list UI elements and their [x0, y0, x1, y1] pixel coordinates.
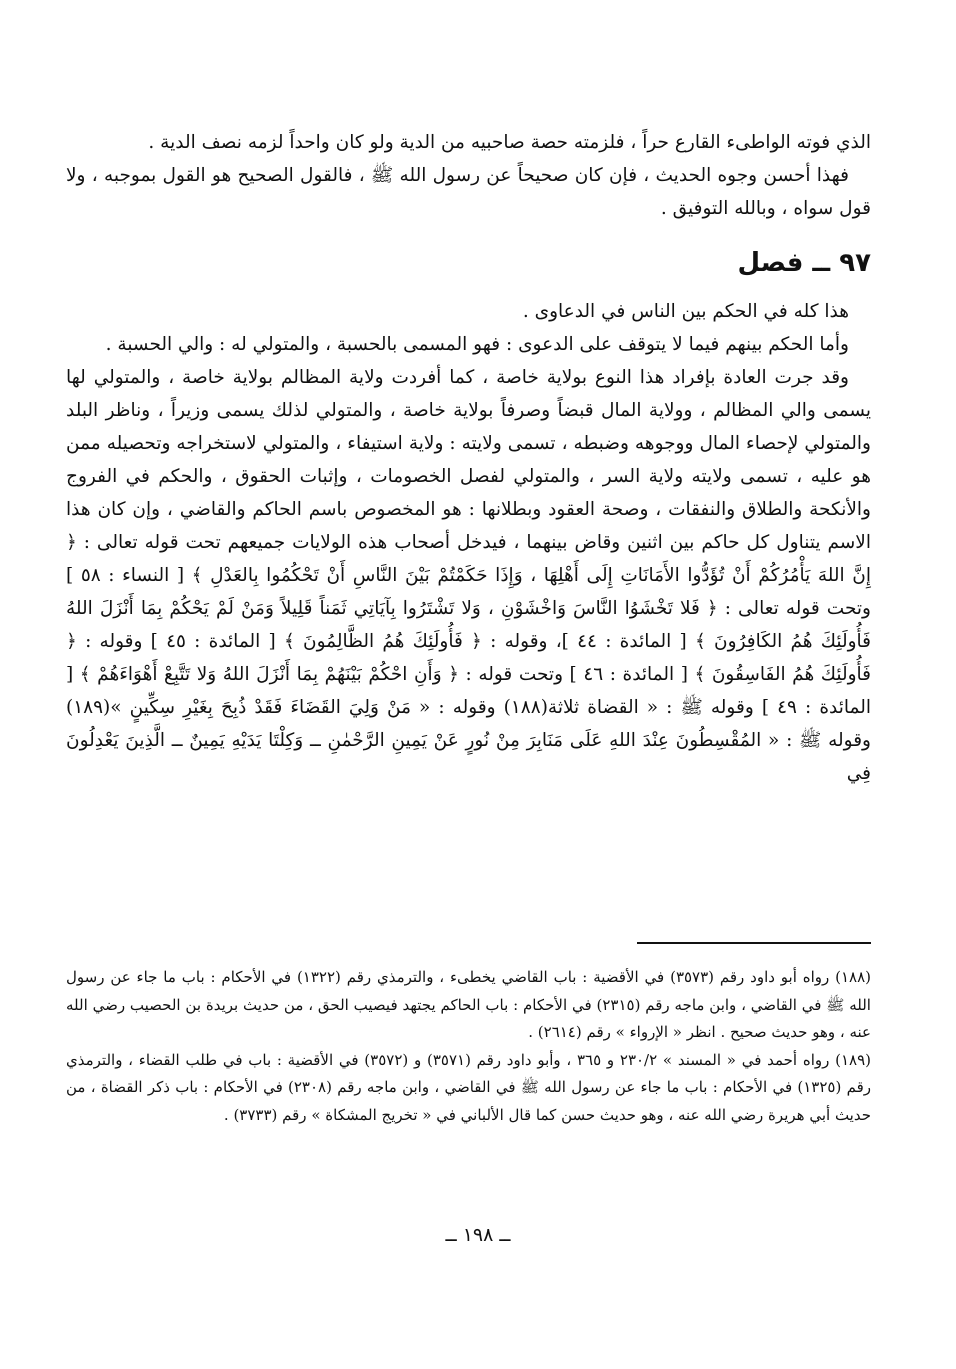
paragraph-continuation: الذي فوته الواطىء القارع حراً ، فلزمته حصة صاحبيه من الدية ولو كان واحداً لزمه نصف الدية .	[148, 132, 871, 153]
page-number: ــ ١٩٨ ــ	[445, 1224, 511, 1246]
paragraph-hisba: وأما الحكم بينهم فيما لا يتوقف على الدعوى : فهو المسمى بالحسبة ، والمتولي له : والي الحسبة .	[105, 334, 849, 355]
paragraph-summary: هذا كله في الحكم بين الناس في الدعاوى .	[522, 301, 849, 322]
footnotes	[66, 964, 871, 1129]
footnote-divider	[637, 942, 871, 944]
paragraph-hadith-conclusion: فهذا أحسن وجوه الحديث ، فإن كان صحيحاً عن رسول الله ﷺ ، فالقول الصحيح هو القول بموجبه ، ولا قول سواه ، وبالله التوفيق .	[66, 165, 871, 219]
paragraph-offices: وقد جرت العادة بإفراد هذا النوع بولاية خاصة ، كما أفردت ولاية المظالم بولاية خاصة ، والمتولي لها يسمى والي المظالم ، وولاية المال قبضاً وصرفاً بولاية خاصة ، والمتولي لذلك يسمى وزيراً ، وناظر البلد والمتولي لإحصاء المال ووجوهه وضبطه ، تسمى ولايته : ولاية استيفاء ، والمتولي لاستخراجه وتحصيله ممن هو عليه ، تسمى ولايته ولاية السر ، والمتولي لفصل الخصومات ، وإثبات الحقوق ، والحكم في الفروج والأنكحة والطلاق والنفقات ، وصحة العقود وبطلانها : هو المخصوص باسم الحاكم والقاضي ، وإن كان هذا الاسم يتناول كل حاكم بين اثنين وقاض بينهما ، فيدخل أصحاب هذه الولايات جميعهم تحت قوله تعالى : ﴿ إِنَّ اللهَ يَأْمُرُكُمْ أَنْ تُؤَدُّوا الأَمَانَاتِ إِلَى أَهْلِهَا ، وَإِذَا حَكَمْتُمْ بَيْنَ النَّاسِ أَنْ تَحْكُمُوا بِالعَدْلِ ﴾ [ النساء : ٥٨ ] وتحت قوله تعالى : ﴿ فَلا تَخْشَوُا النَّاسَ وَاخْشَوْنِ ، وَلا تَشْتَرُوا بِآيَاتِي ثَمَناً قَلِيلاً وَمَنْ لَمْ يَحْكُمْ بِمَا أَنْزَلَ اللهُ فَأُولَئِكَ هُمُ الكَافِرُونَ ﴾ [ المائدة : ٤٤ ]، وقوله : ﴿ فَأُولَئِكَ هُمُ الظَّالِمُونَ ﴾ [ المائدة : ٤٥ ] وقوله : ﴿ فَأُولَئِكَ هُمُ الفَاسِقُونَ ﴾ [ المائدة : ٤٦ ] وتحت قوله : ﴿ وَأَنِ احْكُمْ بَيْنَهُمْ بِمَا أَنْزَلَ اللهُ وَلا تَتَّبِعْ أَهْوَاءَهُمْ ﴾ [ المائدة : ٤٩ ] وقوله ﷺ : « القضاة ثلاثة(١٨٨) وقوله : « مَنْ وَلِيَ القَضَاءَ فَقَدْ ذُبِحَ بِغَيْرِ سِكِّينٍ »(١٨٩) وقوله ﷺ : « المُقْسِطُونَ عِنْدَ اللهِ عَلَى مَنَابِرَ مِنْ نُورٍ عَنْ يَمِينِ الرَّحْمٰنِ ــ وَكِلْتَا يَدَيْهِ يَمِينٌ ــ الَّذِينَ يَعْدِلُونَ فِي	[66, 367, 871, 784]
footnote-188: (١٨٨) رواه أبو داود رقم (٣٥٧٣) في الأقضية : باب القاضي يخطىء ، والترمذي رقم (١٣٢٢) في الأحكام : باب ما جاء عن رسول الله ﷺ في القاضي ، وابن ماجه رقم (٢٣١٥) في الأحكام : باب الحاكم يجتهد فيصيب الحق ، من حديث بريدة بن الحصيب رضي الله عنه ، وهو حديث صحيح . انظر « الإرواء » رقم (٢٦١٤) .	[66, 968, 871, 1041]
footnote-189: (١٨٩) رواه أحمد في « المسند » ٢٣٠/٢ و ٣٦٥ ، وأبو داود رقم (٣٥٧١) و (٣٥٧٢) في الأقضية : باب في طلب القضاء ، والترمذي رقم (١٣٢٥) في الأحكام : باب ما جاء عن رسول الله ﷺ في القاضي ، وابن ماجه رقم (٢٣٠٨) في الأحكام : باب ذكر القضاة ، من حديث أبي هريرة رضي الله عنه ، وهو حديث حسن كما قال الألباني في « تخريج المشكاة » رقم (٣٧٣٣) .	[66, 1050, 871, 1124]
main-text	[66, 126, 871, 790]
section-heading: ٩٧ ــ فصل	[737, 248, 871, 278]
